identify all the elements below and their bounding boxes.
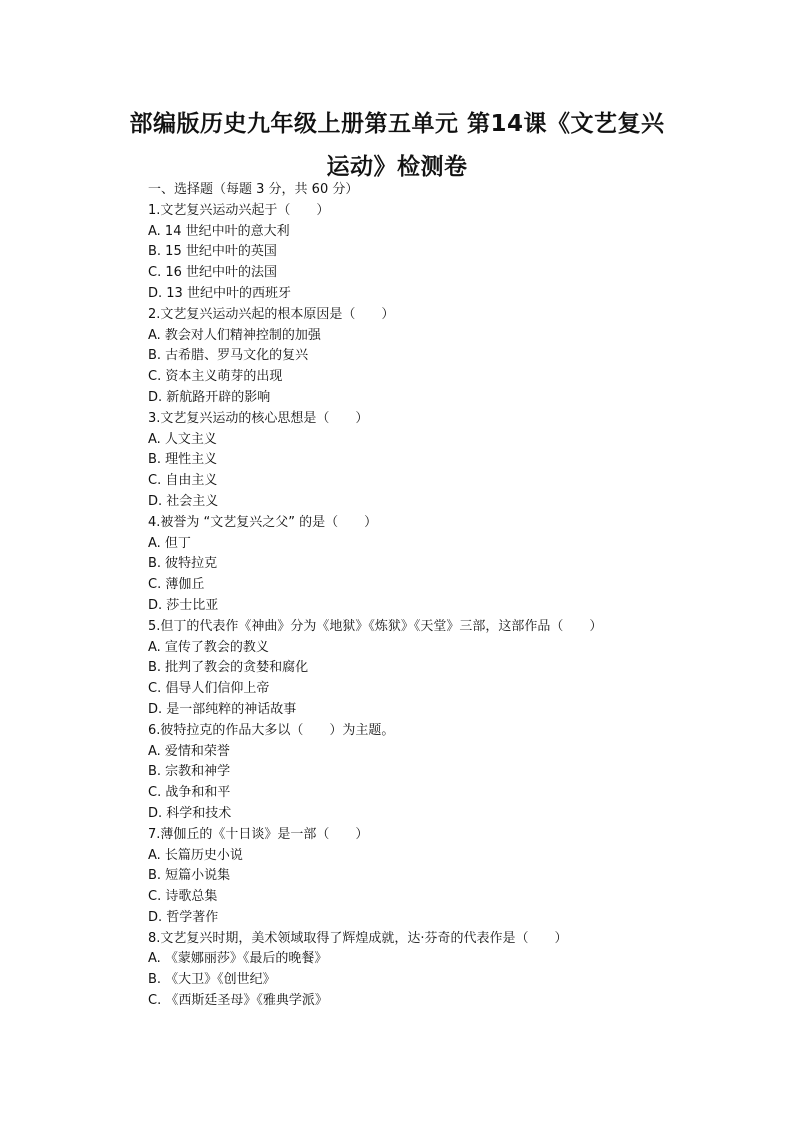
question-stem: 3.文艺复兴运动的核心思想是（ ）: [148, 410, 369, 426]
section-header: 一、选择题（每题 3 分，共 60 分）: [148, 182, 359, 197]
answer-option: A. 长篇历史小说: [148, 847, 243, 863]
question-list: [148, 180, 708, 1012]
question-stem: 1.文艺复兴运动兴起于（ ）: [148, 202, 330, 218]
answer-option: D. 科学和技术: [148, 805, 232, 821]
answer-option: A. 14 世纪中叶的意大利: [148, 223, 290, 239]
document-title: [60, 103, 734, 189]
answer-option: D. 社会主义: [148, 493, 219, 509]
answer-option: B. 宗教和神学: [148, 764, 231, 780]
question-stem: 6.彼特拉克的作品大多以（ ）为主题。: [148, 722, 395, 738]
title-line-1: 部编版历史九年级上册第五单元 第14课《文艺复兴: [129, 111, 665, 137]
answer-option: D. 哲学著作: [148, 909, 219, 925]
answer-option: B. 《大卫》《创世纪》: [148, 972, 276, 988]
answer-option: B. 古希腊、罗马文化的复兴: [148, 348, 309, 364]
answer-option: C. 16 世纪中叶的法国: [148, 265, 278, 281]
question-stem: 2.文艺复兴运动兴起的根本原因是（ ）: [148, 306, 395, 322]
question-stem: 7.薄伽丘的《十日谈》是一部（ ）: [148, 826, 369, 842]
question-stem: 8.文艺复兴时期，美术领域取得了辉煌成就，达·芬奇的代表作是（ ）: [148, 930, 568, 946]
answer-option: C. 自由主义: [148, 473, 218, 489]
answer-option: A. 《蒙娜丽莎》《最后的晚餐》: [148, 951, 328, 967]
question-lines: [148, 201, 708, 1012]
answer-option: A. 宣传了教会的教义: [148, 639, 269, 655]
answer-option: D. 是一部纯粹的神话故事: [148, 701, 297, 717]
answer-option: C. 倡导人们信仰上帝: [148, 681, 270, 697]
answer-option: C. 薄伽丘: [148, 577, 205, 593]
question-stem: 4.被誉为 “文艺复兴之父” 的是（ ）: [148, 514, 378, 530]
answer-option: A. 教会对人们精神控制的加强: [148, 327, 321, 343]
answer-option: D. 13 世纪中叶的西班牙: [148, 285, 291, 301]
answer-option: B. 彼特拉克: [148, 556, 218, 572]
answer-option: C. 《西斯廷圣母》《雅典学派》: [148, 993, 328, 1009]
answer-option: C. 诗歌总集: [148, 889, 218, 905]
answer-option: B. 15 世纪中叶的英国: [148, 244, 277, 260]
answer-option: B. 理性主义: [148, 452, 218, 468]
title-line-2: 运动》检测卷: [326, 154, 468, 180]
answer-option: D. 新航路开辟的影响: [148, 389, 271, 405]
answer-option: A. 爱情和荣誉: [148, 743, 230, 759]
question-stem: 5.但丁的代表作《神曲》分为《地狱》《炼狱》《天堂》三部，这部作品（ ）: [148, 618, 603, 634]
answer-option: D. 莎士比亚: [148, 597, 219, 613]
answer-option: A. 人文主义: [148, 431, 217, 447]
answer-option: A. 但丁: [148, 535, 191, 551]
answer-option: C. 战争和和平: [148, 785, 231, 801]
answer-option: B. 短篇小说集: [148, 868, 231, 884]
answer-option: B. 批判了教会的贪婪和腐化: [148, 660, 309, 676]
answer-option: C. 资本主义萌芽的出现: [148, 369, 283, 385]
